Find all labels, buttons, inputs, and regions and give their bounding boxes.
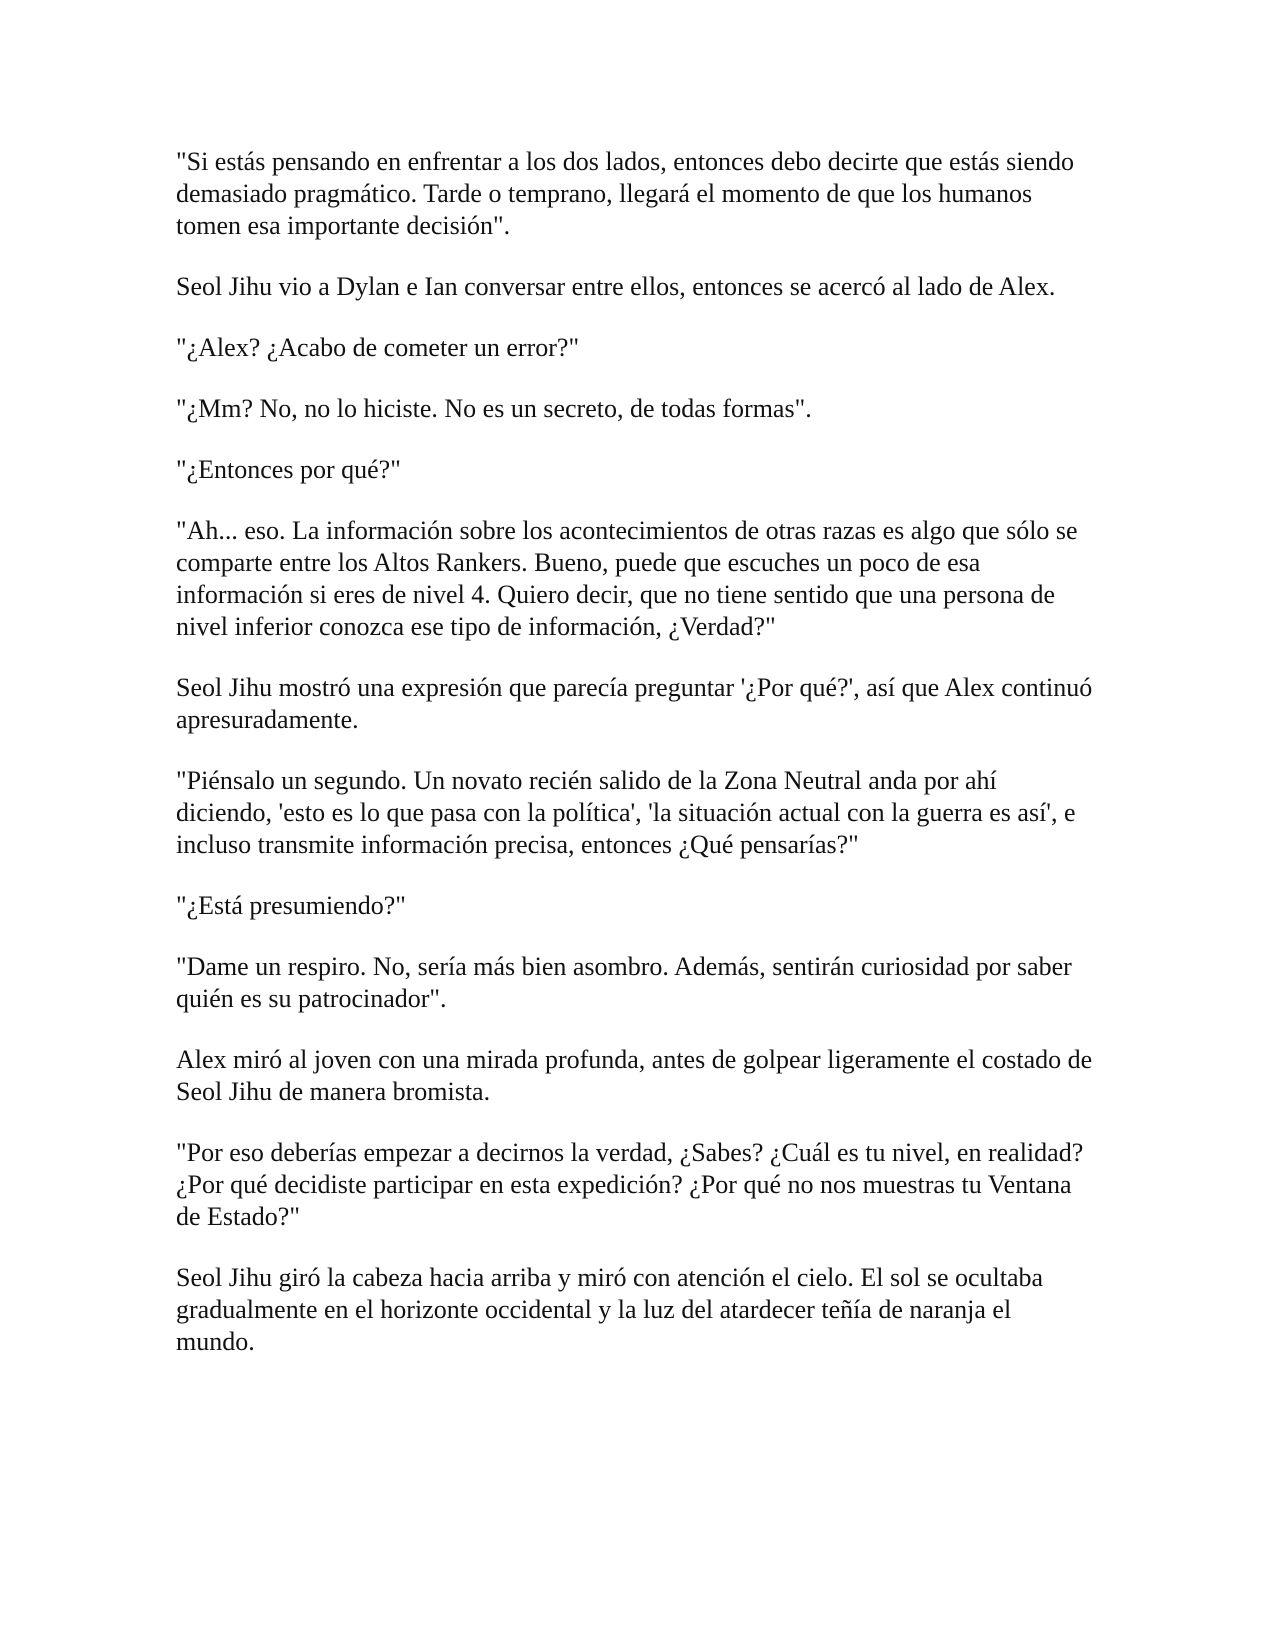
paragraph-10: "Dame un respiro. No, sería más bien asombro. Además, sentirán curiosidad por saber quién es su patrocinador". (176, 952, 1072, 1013)
document-body (176, 146, 1096, 1387)
paragraph-7: Seol Jihu mostró una expresión que parecía preguntar '¿Por qué?', así que Alex continuó apresuradamente. (176, 673, 1093, 734)
paragraph-3: "¿Alex? ¿Acabo de cometer un error?" (176, 333, 580, 362)
paragraph-2: Seol Jihu vio a Dylan e Ian conversar entre ellos, entonces se acercó al lado de Alex. (176, 272, 1056, 301)
paragraph-13: Seol Jihu giró la cabeza hacia arriba y miró con atención el cielo. El sol se ocultaba gradualmente en el horizonte occidental y la luz del atardecer teñía de naranja el mundo. (176, 1263, 1044, 1356)
paragraph-6: "Ah... eso. La información sobre los acontecimientos de otras razas es algo que sólo se comparte entre los Altos Rankers. Bueno, puede que escuches un poco de esa información si eres de nivel 4. Quiero decir, que no tiene sentido que una persona de nivel inferior conozca ese tipo de información, ¿Verdad?" (176, 516, 1078, 641)
paragraph-11: Alex miró al joven con una mirada profunda, antes de golpear ligeramente el costado de Seol Jihu de manera bromista. (176, 1045, 1093, 1106)
paragraph-4: "¿Mm? No, no lo hiciste. No es un secreto, de todas formas". (176, 394, 812, 423)
paragraph-9: "¿Está presumiendo?" (176, 891, 406, 920)
paragraph-8: "Piénsalo un segundo. Un novato recién salido de la Zona Neutral anda por ahí diciendo, 'esto es lo que pasa con la política', 'la situación actual con la guerra es así', e incluso transmite información precisa, entonces ¿Qué pensarías?" (176, 766, 1076, 859)
paragraph-12: "Por eso deberías empezar a decirnos la verdad, ¿Sabes? ¿Cuál es tu nivel, en realidad? ¿Por qué decidiste participar en esta expedición? ¿Por qué no nos muestras tu Ventana de Estado?" (176, 1138, 1084, 1231)
paragraph-1: "Si estás pensando en enfrentar a los dos lados, entonces debo decirte que estás siendo demasiado pragmático. Tarde o temprano, llegará el momento de que los humanos tomen esa importante decisión". (176, 147, 1074, 240)
paragraph-5: "¿Entonces por qué?" (176, 455, 401, 484)
